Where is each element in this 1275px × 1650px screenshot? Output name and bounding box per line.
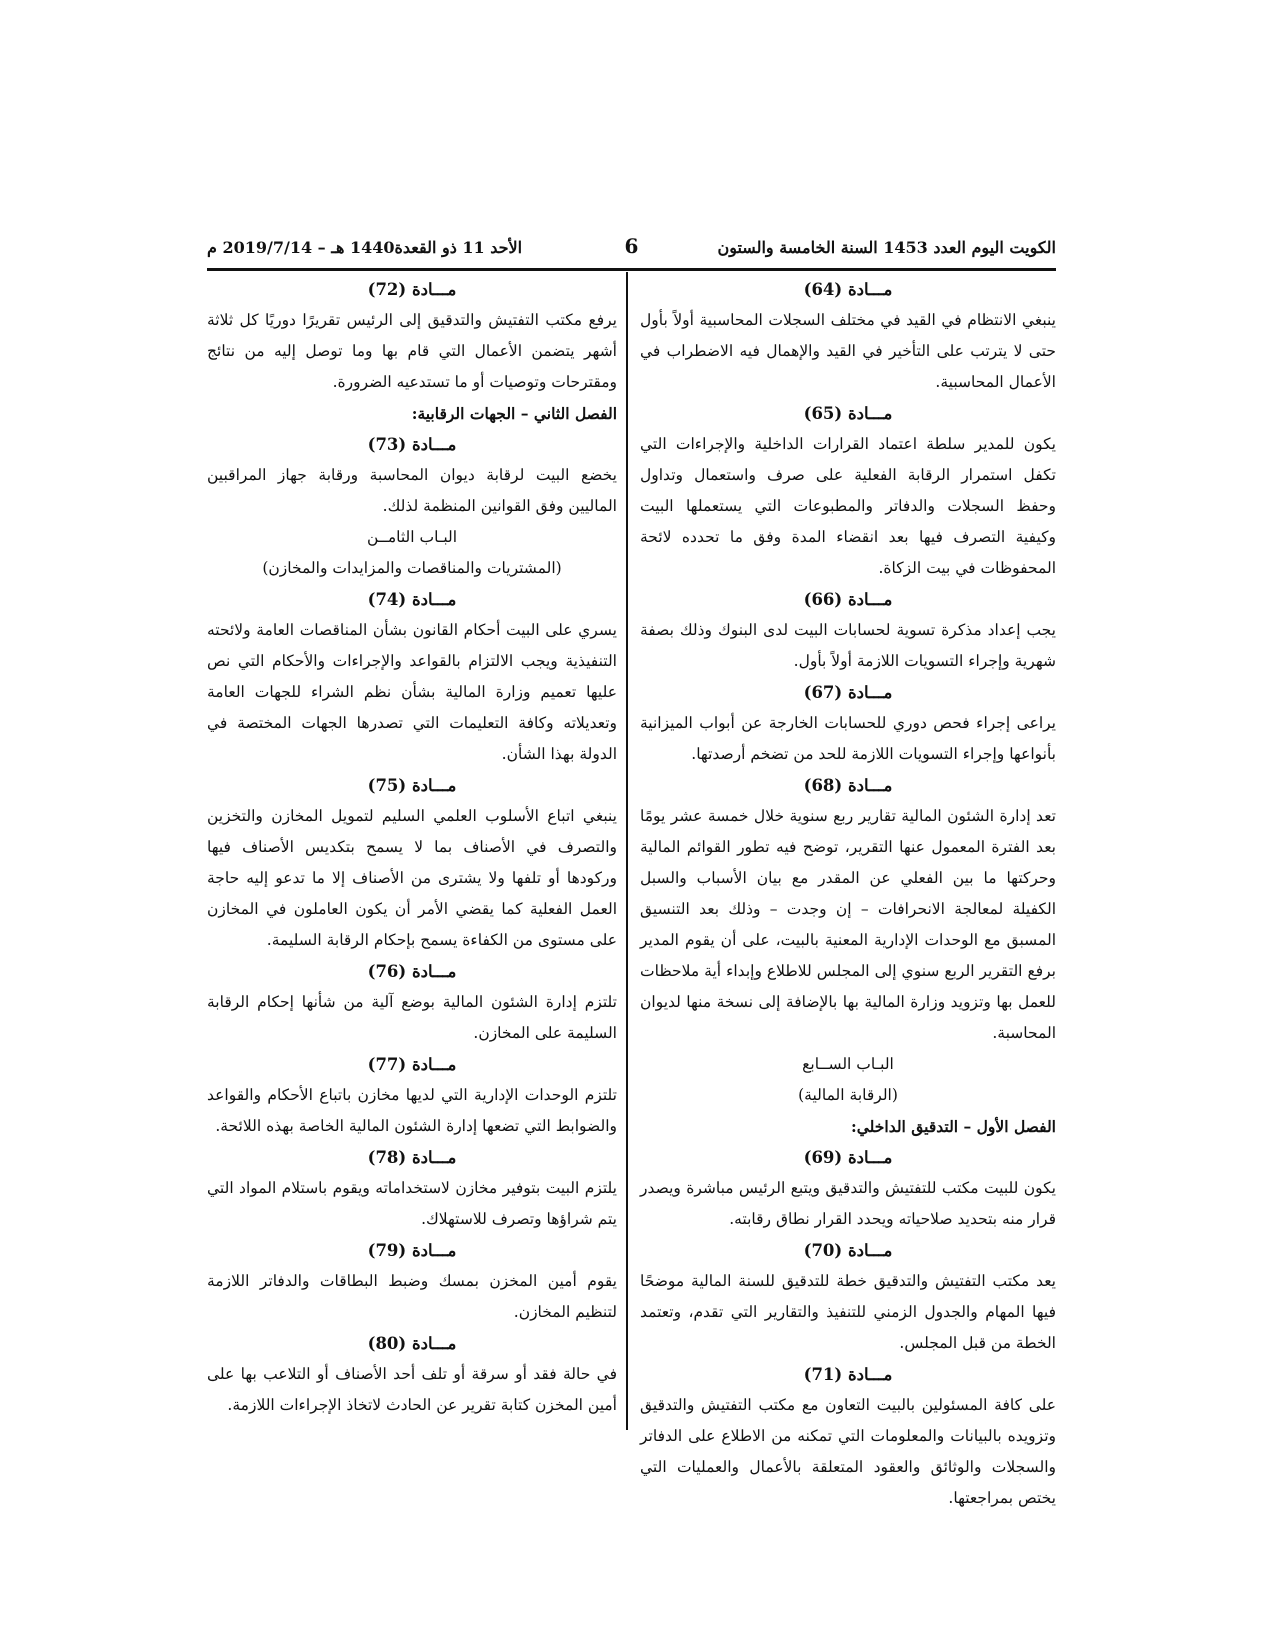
- article-heading: مـــادة (66): [803, 590, 893, 609]
- article-text: على كافة المسئولين بالبيت التعاون مع مكتب التفتيش والتدقيق وتزويده بالبيانات والمعلومات التي تمكنه من الاطلاع على الدفاتر والسجلات والوثائق والعقود المتعلقة بالأعمال والعمليات التي يختص بمراجعتها.: [640, 1396, 1056, 1507]
- left-column: [207, 274, 617, 1421]
- article-text: ينبغي الانتظام في القيد في مختلف السجلات المحاسبية أولاً بأول حتى لا يترتب على التأخير في القيد والإهمال فيه الاضطراب في الأعمال المحاسبية.: [640, 311, 1056, 391]
- section-title: البـاب الثامــن: [366, 528, 458, 546]
- article-text: تلتزم الوحدات الإدارية التي لديها مخازن باتباع الأحكام والقواعد والضوابط التي تضعها إدارة الشئون المالية الخاصة بهذه اللائحة.: [207, 1086, 617, 1135]
- article-heading: مـــادة (77): [367, 1055, 457, 1074]
- article-heading: مـــادة (80): [367, 1334, 457, 1353]
- article-text: يلتزم البيت بتوفير مخازن لاستخداماته ويقوم باستلام المواد التي يتم شراؤها وتصرف للاستهلاك.: [207, 1179, 617, 1228]
- article-text: يكون للبيت مكتب للتفتيش والتدقيق ويتبع الرئيس مباشرة ويصدر قرار منه بتحديد صلاحياته ويحدد القرار نطاق رقابته.: [640, 1179, 1056, 1228]
- article-text: يقوم أمين المخزن بمسك وضبط البطاقات والدفاتر اللازمة لتنظيم المخازن.: [207, 1272, 617, 1321]
- article-heading: مـــادة (64): [803, 280, 893, 299]
- article-text: يراعى إجراء فحص دوري للحسابات الخارجة عن أبواب الميزانية بأنواعها وإجراء التسويات اللازمة للحد من تضخم أرصدتها.: [640, 714, 1056, 763]
- page-header: [207, 232, 1056, 268]
- article-heading: مـــادة (69): [803, 1148, 893, 1167]
- article-text: يسري على البيت أحكام القانون بشأن المناقصات العامة ولائحته التنفيذية ويجب الالتزام بالقواعد والإجراءات والأحكام التي نص عليها تعميم وزارة المالية بشأن نظم الشراء للجهات العامة وتعديلاته وكافة التعليمات التي تصدرها الجهات المختصة في الدولة بهذا الشأن.: [207, 621, 617, 763]
- article-text: يرفع مكتب التفتيش والتدقيق إلى الرئيس تقريرًا دوريًا كل ثلاثة أشهر يتضمن الأعمال التي قام بها وما توصل إليه من نتائج ومقترحات وتوصيات أو ما تستدعيه الضرورة.: [207, 311, 617, 391]
- article-text: ينبغي اتباع الأسلوب العلمي السليم لتمويل المخازن والتخزين والتصرف في الأصناف بما لا يسمح بتكديس الأصناف فيها وركودها أو تلفها ولا يشترى من الأصناف إلا ما تدعو إليه حاجة العمل الفعلية كما يقضي الأمر أن يكون العاملون في المخازن على مستوى من الكفاءة يسمح بإحكام الرقابة السليمة.: [207, 807, 617, 949]
- article-text: تلتزم إدارة الشئون المالية بوضع آلية من شأنها إحكام الرقابة السليمة على المخازن.: [207, 993, 617, 1042]
- article-heading: مـــادة (75): [367, 776, 457, 795]
- article-text: يكون للمدير سلطة اعتماد القرارات الداخلية والإجراءات التي تكفل استمرار الرقابة الفعلية على صرف واستعمال وتداول وحفظ السجلات والدفاتر والمطبوعات التي يستعملها البيت وكيفية التصرف فيها بعد انقضاء المدة وفق ما تحدده لائحة المحفوظات في بيت الزكاة.: [640, 435, 1056, 577]
- article-heading: مـــادة (70): [803, 1241, 893, 1260]
- chapter-title: الفصل الثاني – الجهات الرقابية:: [411, 404, 617, 423]
- chapter-title: الفصل الأول – التدقيق الداخلي:: [851, 1117, 1056, 1136]
- article-heading: مـــادة (65): [803, 404, 893, 423]
- article-text: يخضع البيت لرقابة ديوان المحاسبة ورقابة جهاز المراقبين الماليين وفق القوانين المنظمة لذلك.: [207, 466, 617, 515]
- article-heading: مـــادة (79): [367, 1241, 457, 1260]
- header-divider: [207, 268, 1056, 271]
- article-heading: مـــادة (68): [803, 776, 893, 795]
- article-text: يعد مكتب التفتيش والتدقيق خطة للتدقيق للسنة المالية موضحًا فيها المهام والجدول الزمني للتنفيذ والتقارير التي تقدم، وتعتمد الخطة من قبل المجلس.: [640, 1272, 1056, 1352]
- article-heading: مـــادة (71): [803, 1365, 893, 1384]
- article-heading: مـــادة (67): [803, 683, 893, 702]
- article-text: تعد إدارة الشئون المالية تقارير ربع سنوية خلال خمسة عشر يومًا بعد الفترة المعمول عنها التقرير، توضح فيه تطور القوائم المالية وحركتها ما بين الفعلي عن المقدر مع بيان الأسباب والسبل الكفيلة لمعالجة الانحرافات – إن وجدت – وذلك بعد التنسيق المسبق مع الوحدات الإدارية المعنية بالبيت، على أن يقوم المدير برفع التقرير الربع سنوي إلى المجلس للاطلاع وإبداء أية ملاحظات للعمل بها وتزويد وزارة المالية بها بالإضافة إلى نسخة منها لديوان المحاسبة.: [640, 807, 1056, 1042]
- article-text: في حالة فقد أو سرقة أو تلف أحد الأصناف أو التلاعب بها على أمين المخزن كتابة تقرير عن الحادث لاتخاذ الإجراءات اللازمة.: [207, 1365, 617, 1414]
- right-column: [640, 274, 1056, 1514]
- article-heading: مـــادة (74): [367, 590, 457, 609]
- article-heading: مـــادة (72): [367, 280, 457, 299]
- column-divider: [626, 272, 628, 1430]
- article-heading: مـــادة (78): [367, 1148, 457, 1167]
- article-heading: مـــادة (76): [367, 962, 457, 981]
- section-title: (الرقابة المالية): [798, 1086, 898, 1104]
- newspaper-issue-label: الكويت اليوم العدد 1453 السنة الخامسة والستون: [717, 238, 1056, 257]
- article-heading: مـــادة (73): [367, 435, 457, 454]
- article-text: يجب إعداد مذكرة تسوية لحسابات البيت لدى البنوك وذلك بصفة شهرية وإجراء التسويات اللازمة أولاً بأول.: [640, 621, 1056, 670]
- section-title: (المشتريات والمناقصات والمزايدات والمخازن): [262, 559, 562, 577]
- section-title: البـاب الســابع: [802, 1055, 894, 1073]
- page-number: 6: [624, 234, 639, 258]
- issue-date: الأحد 11 ذو القعدة1440 هـ – 2019/7/14 م: [207, 238, 523, 257]
